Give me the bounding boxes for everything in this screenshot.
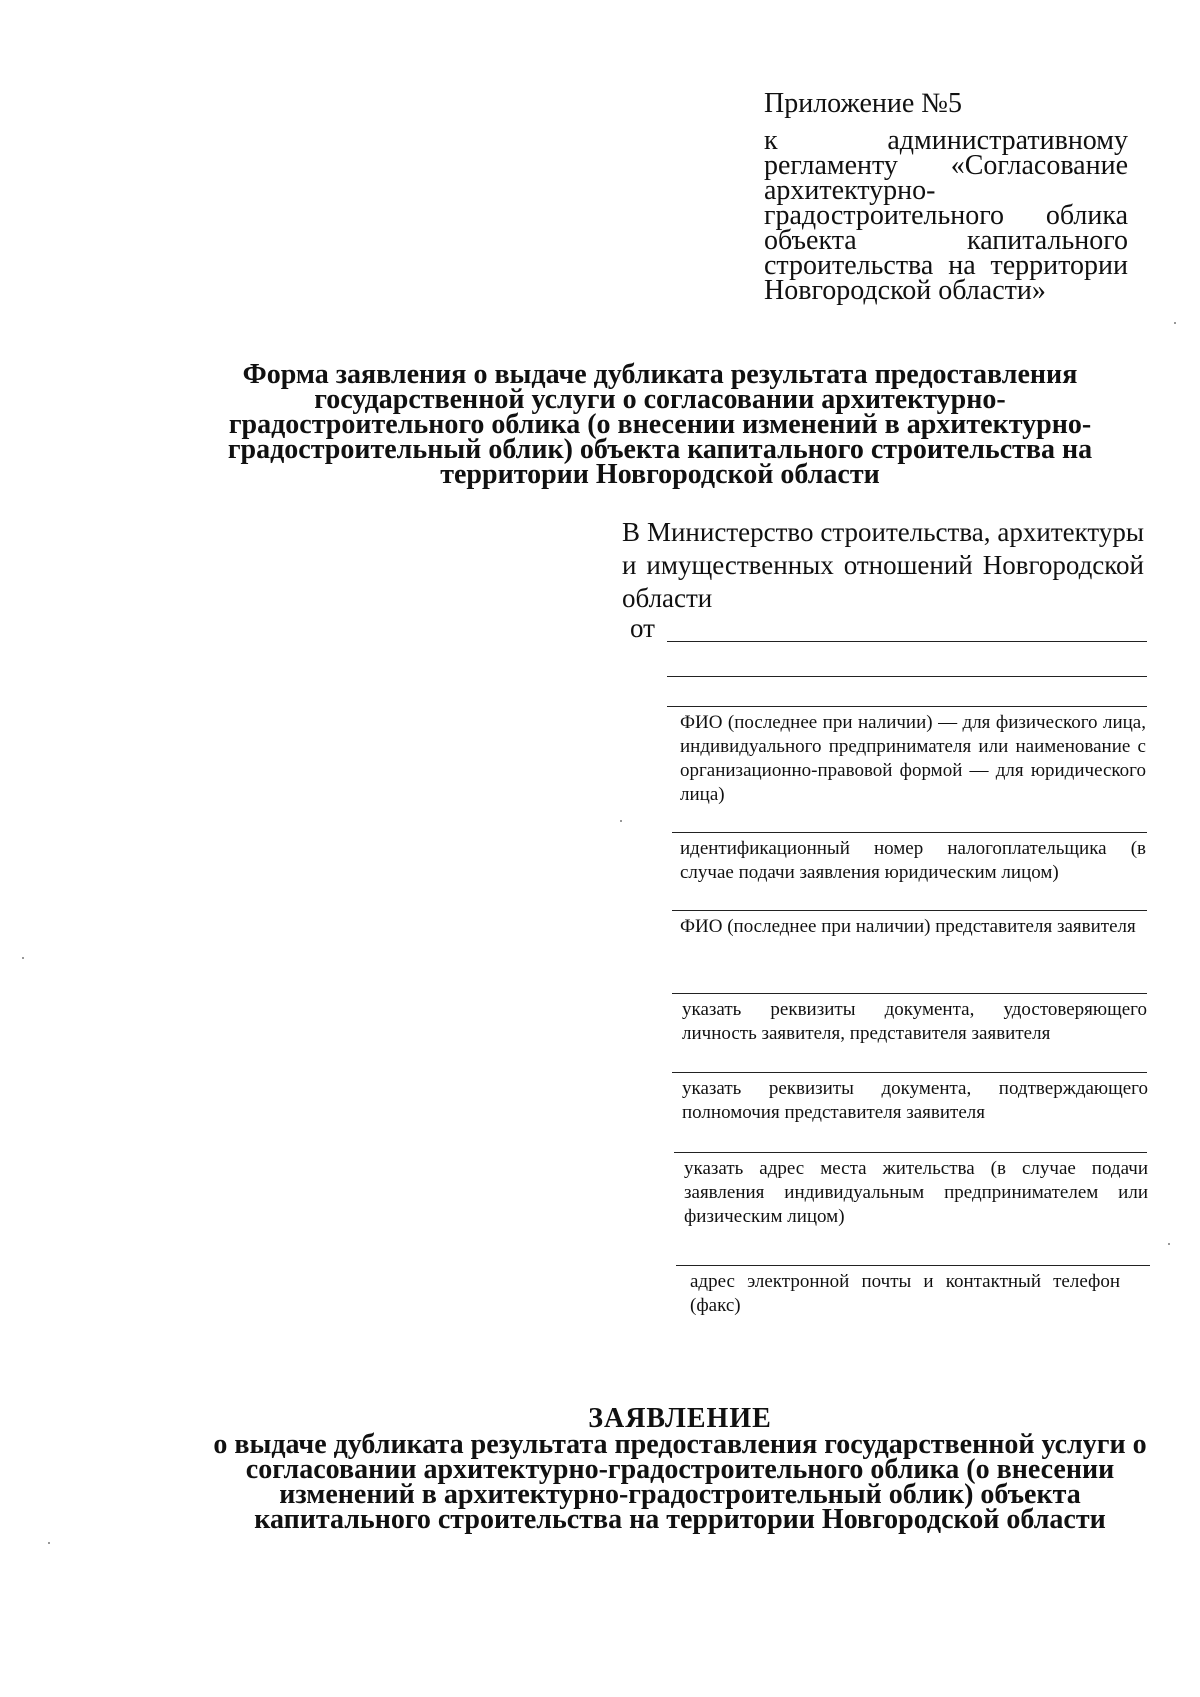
- contact-caption: адрес электронной почты и контактный телефон (факс): [690, 1271, 1120, 1316]
- appendix-title: Приложение №5: [764, 88, 962, 119]
- statement-title: ЗАЯВЛЕНИЕ: [588, 1403, 772, 1434]
- authority-document-line[interactable]: [672, 1072, 1147, 1073]
- addressee-block: В Министерство строительства, архитектуры и имущественных отношений Новгородской области: [622, 517, 1144, 613]
- representative-name-line[interactable]: [672, 910, 1147, 911]
- contact-line[interactable]: [676, 1265, 1150, 1266]
- scan-speck: [48, 1542, 50, 1544]
- inn-line[interactable]: [672, 832, 1147, 833]
- from-input-line-1[interactable]: [667, 641, 1147, 642]
- representative-name-caption: ФИО (последнее при наличии) представителя заявителя: [680, 916, 1136, 937]
- identity-document-line[interactable]: [672, 993, 1147, 994]
- scan-speck: [1174, 322, 1176, 324]
- residence-address-line[interactable]: [674, 1152, 1147, 1153]
- applicant-name-line[interactable]: [667, 706, 1147, 707]
- scan-speck: [22, 957, 24, 959]
- authority-document-caption: указать реквизиты документа, подтверждающего полномочия представителя заявителя: [682, 1078, 1148, 1123]
- scan-speck: [620, 820, 622, 822]
- identity-document-caption: указать реквизиты документа, удостоверяющего личность заявителя, представителя заявителя: [682, 999, 1147, 1044]
- statement-subtitle: о выдаче дубликата результата предоставления государственной услуги о согласовании архитектурно-градостроительного облика (о внесении изменений в архитектурно-градостроительный облик) объекта капитального строительства на территории Новгородской области: [213, 1429, 1147, 1535]
- from-input-line-2[interactable]: [667, 676, 1147, 677]
- scan-speck: [1168, 1243, 1170, 1245]
- form-title: Форма заявления о выдаче дубликата результата предоставления государственной услуги о согласовании архитектурно-градостроительного облика (о внесении изменений в архитектурно-градостроительный облик) объекта капитального строительства на территории Новгородской области: [227, 359, 1093, 490]
- appendix-reference: к административному регламенту «Согласование архитектурно-градостроительного облика объекта капитального строительства на территории Новгородской области»: [764, 125, 1128, 306]
- applicant-name-caption: ФИО (последнее при наличии) — для физического лица, индивидуального предпринимателя или наименование с организационно-правовой формой — для юридического лица): [680, 712, 1146, 805]
- from-label: от: [630, 613, 655, 643]
- residence-address-caption: указать адрес места жительства (в случае подачи заявления индивидуальным предпринимателем или физическим лицом): [684, 1158, 1148, 1227]
- inn-caption: идентификационный номер налогоплательщика (в случае подачи заявления юридическим лицом): [680, 838, 1146, 883]
